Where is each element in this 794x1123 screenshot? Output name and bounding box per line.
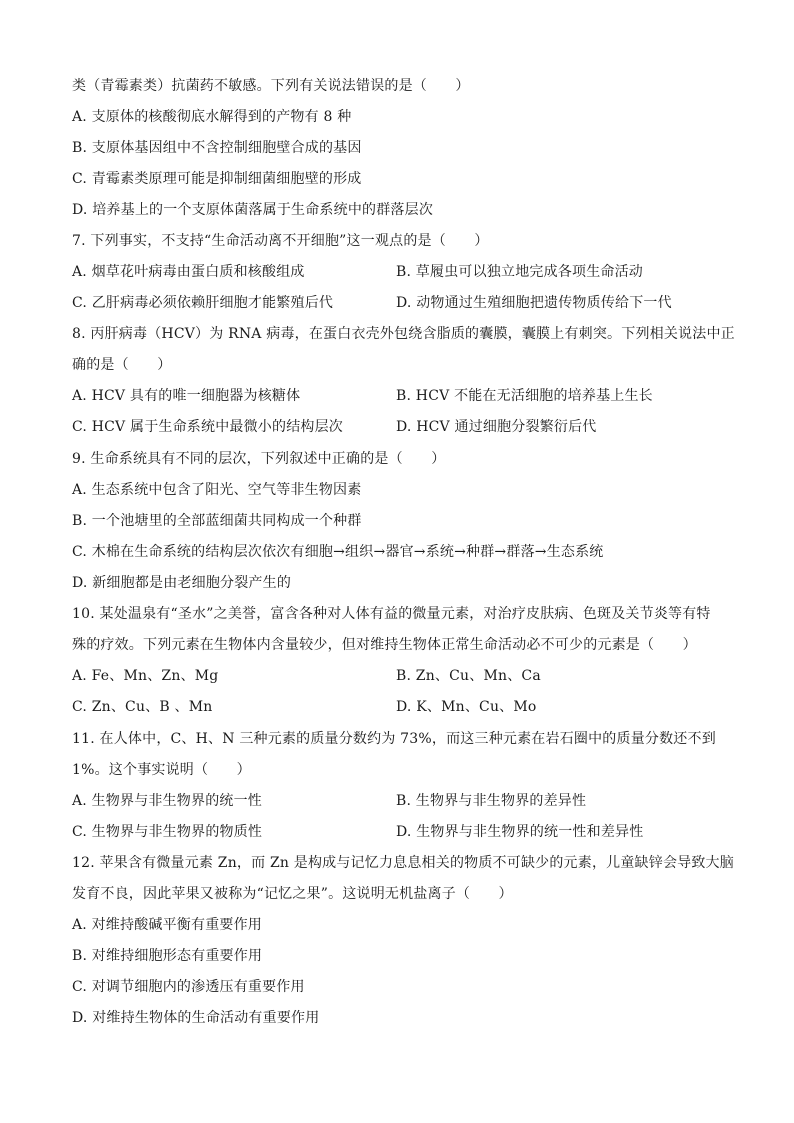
q8-option-d: D. HCV 通过细胞分裂繁衍后代 — [396, 419, 597, 435]
q11-stem-line-2: 1%。这个事实说明（ ） — [72, 762, 251, 778]
q8-options-row-2 — [72, 417, 722, 437]
q7-option-c: C. 乙肝病毒必须依赖肝细胞才能繁殖后代 — [72, 295, 334, 311]
q8-option-b: B. HCV 不能在无活细胞的培养基上生长 — [396, 388, 653, 404]
q6-stem-continuation: 类（青霉素类）抗菌药不敏感。下列有关说法错误的是（ ） — [72, 78, 470, 94]
q11-option-c: C. 生物界与非生物界的物质性 — [72, 824, 263, 840]
q6-option-a: A. 支原体的核酸彻底水解得到的产物有 8 种 — [72, 109, 352, 125]
q7-option-a: A. 烟草花叶病毒由蛋白质和核酸组成 — [72, 264, 305, 280]
q12-option-c: C. 对调节细胞内的渗透压有重要作用 — [72, 979, 305, 995]
q12-option-d: D. 对维持生物体的生命活动有重要作用 — [72, 1010, 320, 1026]
q11-option-a: A. 生物界与非生物界的统一性 — [72, 793, 263, 809]
q10-option-a: A. Fe、Mn、Zn、Mg — [72, 668, 219, 684]
q11-option-b: B. 生物界与非生物界的差异性 — [396, 793, 587, 809]
q6-option-b: B. 支原体基因组中不含控制细胞壁合成的基因 — [72, 140, 362, 156]
q10-options-row-2 — [72, 697, 722, 717]
q7-options-row-2 — [72, 293, 722, 313]
q11-option-d: D. 生物界与非生物界的统一性和差异性 — [396, 824, 644, 840]
q9-option-c: C. 木棉在生命系统的结构层次依次有细胞→组织→器官→系统→种群→群落→生态系统 — [72, 544, 604, 560]
q8-option-c: C. HCV 属于生命系统中最微小的结构层次 — [72, 419, 343, 435]
q11-options-row-1 — [72, 791, 722, 811]
q9-stem: 9. 生命系统具有不同的层次，下列叙述中正确的是（ ） — [72, 451, 446, 467]
q10-stem-line-2: 殊的疗效。下列元素在生物体内含量较少，但对维持生物体正常生命活动必不可少的元素是（ ） — [72, 637, 697, 653]
q10-option-d: D. K、Mn、Cu、Mo — [396, 699, 537, 715]
q12-option-b: B. 对维持细胞形态有重要作用 — [72, 948, 263, 964]
q10-option-b: B. Zn、Cu、Mn、Ca — [396, 668, 541, 684]
q7-option-b: B. 草履虫可以独立地完成各项生命活动 — [396, 264, 643, 280]
q10-option-c: C. Zn、Cu、B 、Mn — [72, 699, 213, 715]
q7-option-d: D. 动物通过生殖细胞把遗传物质传给下一代 — [396, 295, 672, 311]
q10-stem-line-1: 10. 某处温泉有“圣水”之美誉，富含各种对人体有益的微量元素，对治疗皮肤病、色斑及关节炎等有特 — [72, 606, 711, 622]
q12-option-a: A. 对维持酸碱平衡有重要作用 — [72, 917, 263, 933]
q8-option-a: A. HCV 具有的唯一细胞器为核糖体 — [72, 388, 301, 404]
q8-stem-line-2: 确的是（ ） — [72, 357, 172, 373]
q8-options-row-1 — [72, 386, 722, 406]
q7-stem: 7. 下列事实，不支持“生命活动离不开细胞”这一观点的是（ ） — [72, 233, 489, 249]
q12-stem-line-2: 发育不良，因此苹果又被称为“记忆之果”。这说明无机盐离子（ ） — [72, 886, 513, 902]
q7-options-row-1 — [72, 262, 722, 282]
q9-option-d: D. 新细胞都是由老细胞分裂产生的 — [72, 575, 292, 591]
q6-option-d: D. 培养基上的一个支原体菌落属于生命系统中的群落层次 — [72, 202, 434, 218]
q10-options-row-1 — [72, 666, 722, 686]
q11-options-row-2 — [72, 822, 722, 842]
q9-option-b: B. 一个池塘里的全部蓝细菌共同构成一个种群 — [72, 513, 362, 529]
q9-option-a: A. 生态系统中包含了阳光、空气等非生物因素 — [72, 482, 362, 498]
q6-option-c: C. 青霉素类原理可能是抑制细菌细胞壁的形成 — [72, 171, 362, 187]
q12-stem-line-1: 12. 苹果含有微量元素 Zn，而 Zn 是构成与记忆力息息相关的物质不可缺少的元素，儿童缺锌会导致大脑 — [72, 855, 734, 871]
q11-stem-line-1: 11. 在人体中，C、H、N 三种元素的质量分数约为 73%，而这三种元素在岩石圈中的质量分数还不到 — [72, 731, 716, 747]
q8-stem-line-1: 8. 丙肝病毒（HCV）为 RNA 病毒，在蛋白衣壳外包绕含脂质的囊膜，囊膜上有刺突。下列相关说法中正 — [72, 326, 735, 342]
